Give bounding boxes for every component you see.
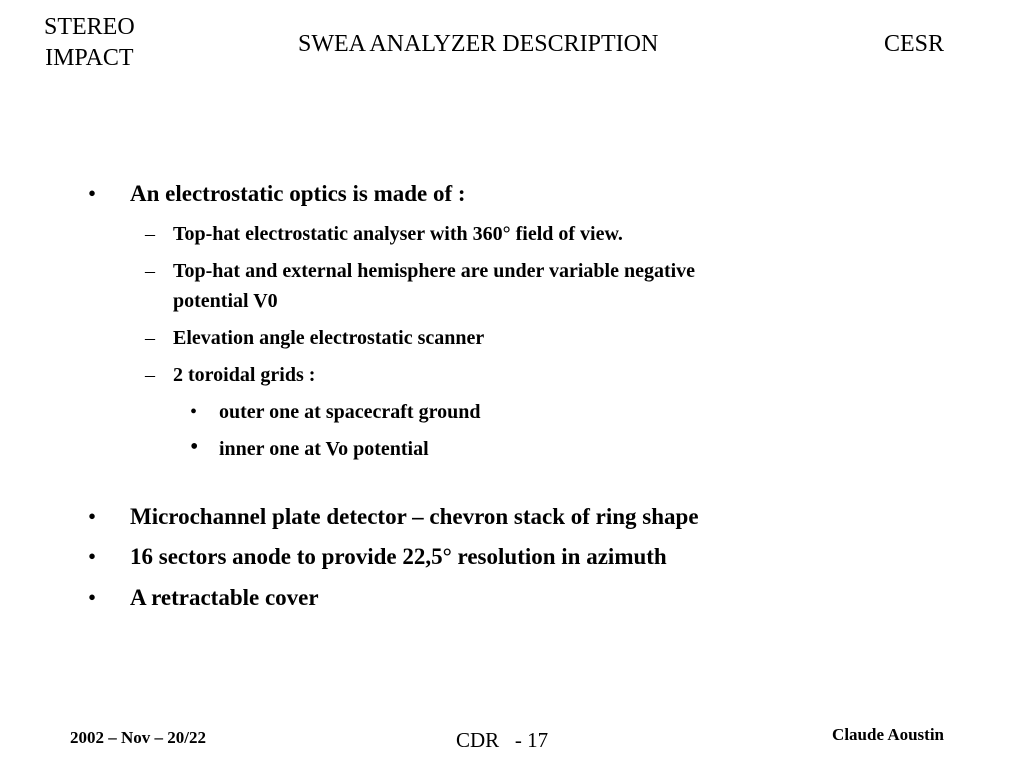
bullet-item-retractable-cover: A retractable cover (130, 585, 319, 610)
dash-marker: – (145, 223, 155, 245)
footer-author: Claude Aoustin (832, 725, 944, 744)
sub-item-hemisphere-potential-line1: Top-hat and external hemisphere are under variable negative (173, 260, 696, 282)
bullet-marker: • (190, 434, 199, 460)
header-project-line2: IMPACT (45, 45, 134, 71)
dash-marker: – (145, 327, 155, 349)
bullet-item-microchannel-plate: Microchannel plate detector – chevron stack of ring shape (130, 504, 699, 529)
header-organization: CESR (883, 31, 944, 57)
bullet-item-sectors-anode: 16 sectors anode to provide 22,5° resolution in azimuth (130, 544, 667, 569)
sub-item-toroidal-grids: 2 toroidal grids : (173, 364, 316, 386)
sub-item-top-hat-analyser: Top-hat electrostatic analyser with 360° field of view. (173, 223, 623, 245)
bullet-item-electrostatic-optics: An electrostatic optics is made of : (130, 181, 466, 206)
bullet-marker: • (88, 544, 97, 569)
header-project-line1: STEREO (44, 14, 135, 40)
slide-title: SWEA ANALYZER DESCRIPTION (298, 31, 659, 57)
sub-item-hemisphere-potential-line2: potential V0 (173, 290, 278, 312)
bullet-marker: • (88, 181, 97, 206)
bullet-marker: • (88, 504, 97, 529)
dash-marker: – (145, 260, 155, 282)
footer-page-number: CDR - 17 (456, 728, 549, 752)
bullet-marker: • (88, 585, 97, 610)
sub-item-elevation-scanner: Elevation angle electrostatic scanner (173, 327, 485, 349)
dash-marker: – (145, 364, 155, 386)
sub-sub-item-outer-grid: outer one at spacecraft ground (219, 401, 481, 423)
header-project (44, 12, 135, 74)
bullet-marker: • (190, 401, 198, 423)
sub-sub-item-inner-grid: inner one at Vo potential (219, 438, 429, 460)
footer-date: 2002 – Nov – 20/22 (70, 728, 206, 747)
